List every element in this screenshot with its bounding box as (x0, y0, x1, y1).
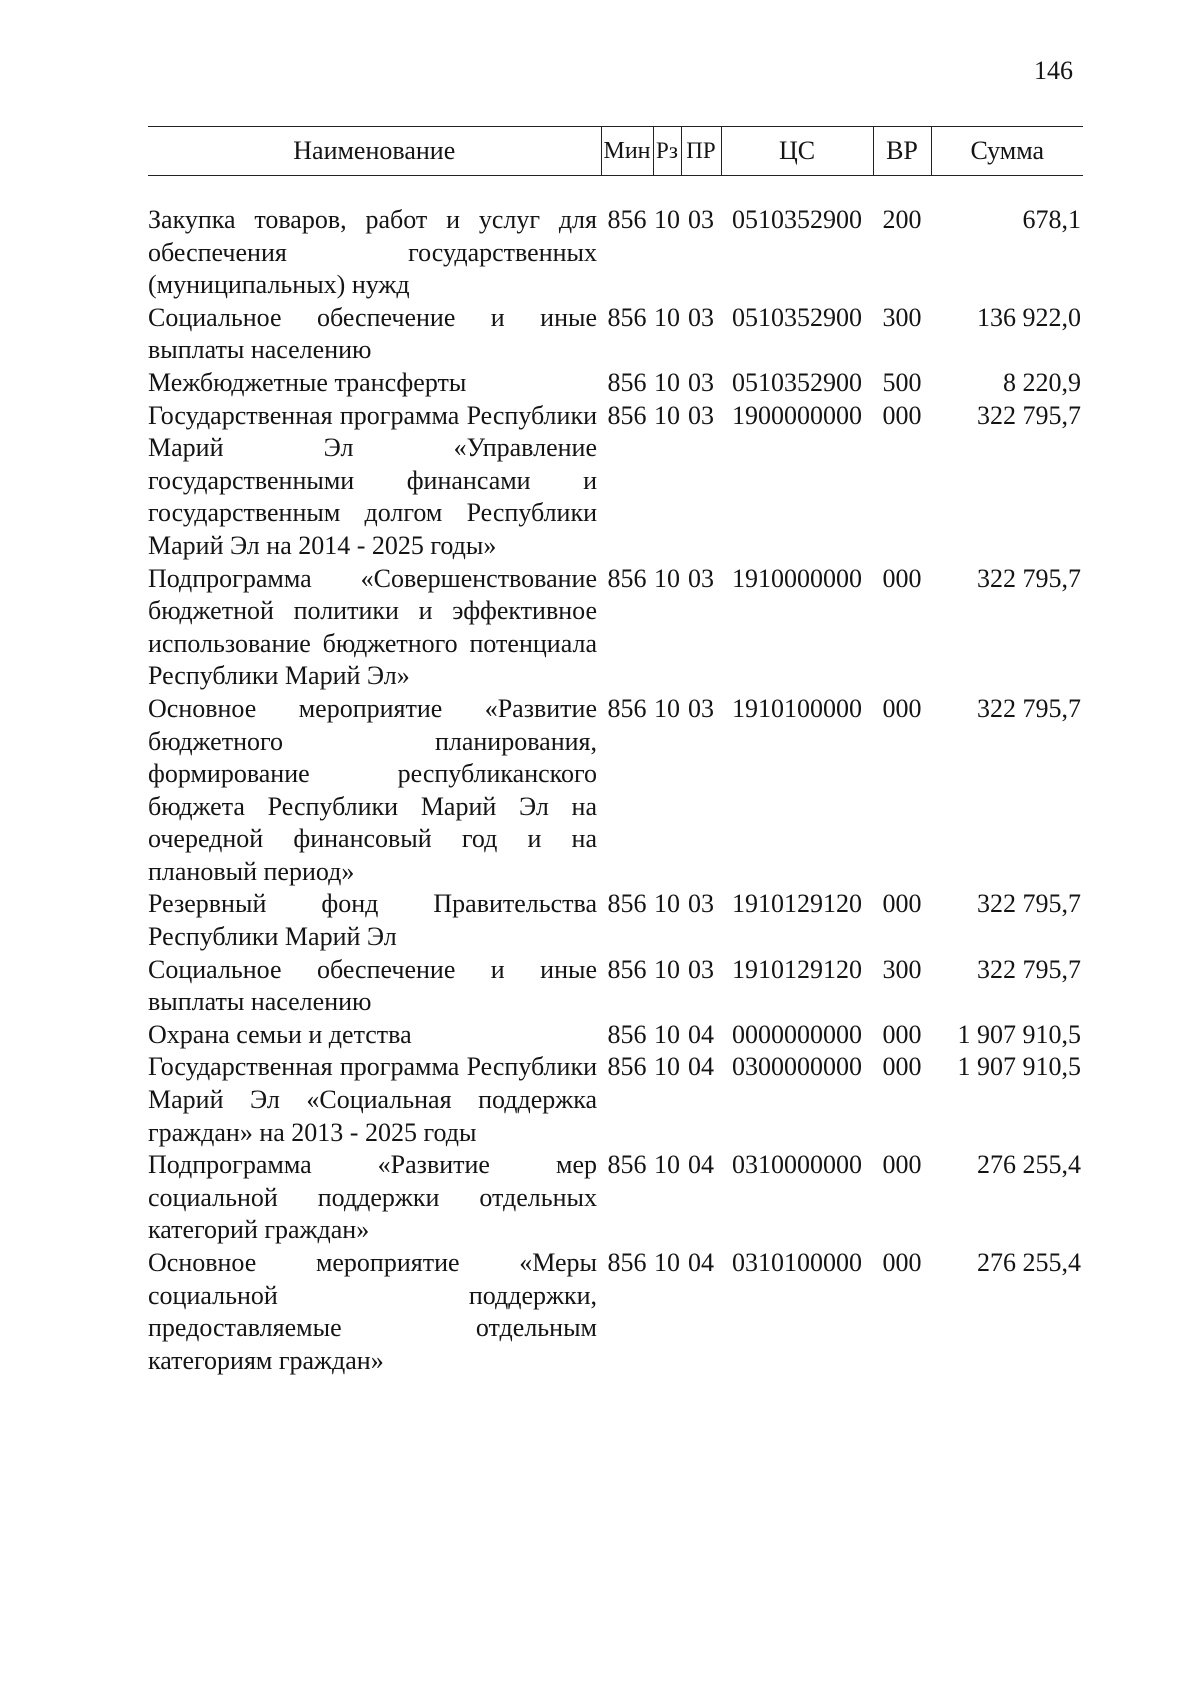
header-name: Наименование (148, 127, 601, 176)
row-pr: 03 (688, 889, 714, 919)
row-vr: 300 (882, 954, 922, 984)
row-cs: 1910000000 (732, 563, 862, 593)
row-pr: 03 (688, 367, 714, 397)
row-name: Резервный фонд Правительства Республики Марий Эл (148, 889, 597, 952)
row-name: Межбюджетные трансферты (148, 367, 467, 397)
row-sum: 276 255,4 (977, 1150, 1081, 1180)
row-vr: 000 (882, 1150, 922, 1180)
row-min: 856 (607, 1150, 647, 1180)
row-cs: 0510352900 (732, 367, 862, 397)
row-vr: 000 (882, 563, 922, 593)
row-name: Основное мероприятие «Меры социальной поддержки, предоставляемые отдельным категориям граждан» (148, 1248, 597, 1375)
row-rz: 10 (654, 1248, 680, 1277)
row-rz: 10 (654, 1052, 680, 1082)
row-rz: 10 (654, 367, 680, 397)
row-name: Социальное обеспечение и иные выплаты населению (148, 954, 597, 1017)
budget-table (148, 126, 1083, 1377)
row-cs: 1910100000 (732, 693, 862, 723)
row-min: 856 (607, 302, 647, 332)
row-sum: 1 907 910,5 (957, 1052, 1081, 1082)
row-name: Государственная программа Республики Марий Эл «Управление государственными финансами и государственным долгом Республики Марий Эл на 2014 - 2025 годы» (148, 400, 597, 560)
row-sum: 8 220,9 (1003, 367, 1081, 397)
row-rz: 10 (654, 302, 680, 332)
row-min: 856 (607, 889, 647, 919)
row-rz: 10 (654, 1019, 680, 1049)
row-min: 856 (607, 563, 647, 593)
row-name: Основное мероприятие «Развитие бюджетного планирования, формирование республиканского бюджета Республики Марий Эл на очередной финансовый год и на плановый период» (148, 693, 597, 886)
row-sum: 322 795,7 (977, 954, 1081, 984)
header-sum: Сумма (931, 127, 1083, 176)
row-pr: 03 (688, 693, 714, 723)
row-rz: 10 (654, 400, 680, 430)
row-sum: 322 795,7 (977, 889, 1081, 919)
row-pr: 03 (688, 954, 714, 984)
row-sum: 1 907 910,5 (957, 1019, 1081, 1049)
table-row (148, 367, 1083, 400)
header-min: Мин (601, 127, 653, 176)
row-pr: 04 (688, 1019, 714, 1049)
header-rz: Рз (653, 127, 681, 176)
row-cs: 1910129120 (732, 954, 862, 984)
row-name: Социальное обеспечение и иные выплаты населению (148, 302, 597, 365)
header-vr: ВР (873, 127, 931, 176)
row-sum: 276 255,4 (977, 1248, 1081, 1277)
header-cs: ЦС (721, 127, 873, 176)
row-pr: 03 (688, 563, 714, 593)
row-vr: 000 (882, 693, 922, 723)
row-cs: 1910129120 (732, 889, 862, 919)
table-row (148, 302, 1083, 367)
table-row (148, 693, 1083, 889)
row-sum: 322 795,7 (977, 400, 1081, 430)
row-rz: 10 (654, 205, 680, 234)
row-min: 856 (607, 1019, 647, 1049)
table-row (148, 888, 1083, 953)
table-header (148, 127, 1083, 176)
table-row (148, 954, 1083, 1019)
row-sum: 678,1 (1022, 205, 1081, 234)
table-row (148, 1019, 1083, 1052)
row-cs: 0300000000 (732, 1052, 862, 1082)
row-sum: 322 795,7 (977, 563, 1081, 593)
table-row (148, 400, 1083, 563)
row-rz: 10 (654, 693, 680, 723)
row-vr: 200 (882, 205, 922, 234)
row-pr: 04 (688, 1248, 714, 1277)
row-pr: 03 (688, 400, 714, 430)
row-min: 856 (607, 1248, 647, 1277)
row-min: 856 (607, 205, 647, 234)
row-pr: 04 (688, 1150, 714, 1180)
row-cs: 0510352900 (732, 205, 862, 234)
table-body (148, 176, 1083, 1378)
table-row (148, 1051, 1083, 1149)
row-name: Подпрограмма «Развитие мер социальной поддержки отдельных категорий граждан» (148, 1150, 597, 1245)
table-row (148, 1247, 1083, 1377)
row-name: Охрана семьи и детства (148, 1019, 412, 1049)
row-min: 856 (607, 1052, 647, 1082)
row-name: Закупка товаров, работ и услуг для обеспечения государственных (муниципальных) нужд (148, 205, 597, 300)
page-number: 146 (1034, 56, 1073, 85)
row-pr: 03 (688, 302, 714, 332)
row-sum: 322 795,7 (977, 693, 1081, 723)
row-vr: 000 (882, 1248, 922, 1277)
row-pr: 03 (688, 205, 714, 234)
row-min: 856 (607, 954, 647, 984)
header-pr: ПР (681, 127, 721, 176)
row-vr: 000 (882, 1019, 922, 1049)
row-name: Подпрограмма «Совершенствование бюджетной политики и эффективное использование бюджетного потенциала Республики Марий Эл» (148, 563, 597, 691)
row-vr: 000 (882, 400, 922, 430)
row-cs: 1900000000 (732, 400, 862, 430)
row-vr: 300 (882, 302, 922, 332)
table-row (148, 1149, 1083, 1247)
row-min: 856 (607, 367, 647, 397)
row-cs: 0000000000 (732, 1019, 862, 1049)
row-cs: 0510352900 (732, 302, 862, 332)
row-rz: 10 (654, 954, 680, 984)
table-row (148, 204, 1083, 302)
row-sum: 136 922,0 (977, 302, 1081, 332)
row-cs: 0310000000 (732, 1150, 862, 1180)
row-rz: 10 (654, 1150, 680, 1180)
row-name: Государственная программа Республики Марий Эл «Социальная поддержка граждан» на 2013 - 2025 годы (148, 1052, 597, 1147)
table-row (148, 563, 1083, 693)
row-vr: 000 (882, 889, 922, 919)
row-cs: 0310100000 (732, 1248, 862, 1277)
row-vr: 000 (882, 1052, 922, 1082)
row-min: 856 (607, 693, 647, 723)
row-pr: 04 (688, 1052, 714, 1082)
budget-table-container (148, 126, 1083, 1377)
row-rz: 10 (654, 563, 680, 593)
row-vr: 500 (882, 367, 922, 397)
row-rz: 10 (654, 889, 680, 919)
row-min: 856 (607, 400, 647, 430)
